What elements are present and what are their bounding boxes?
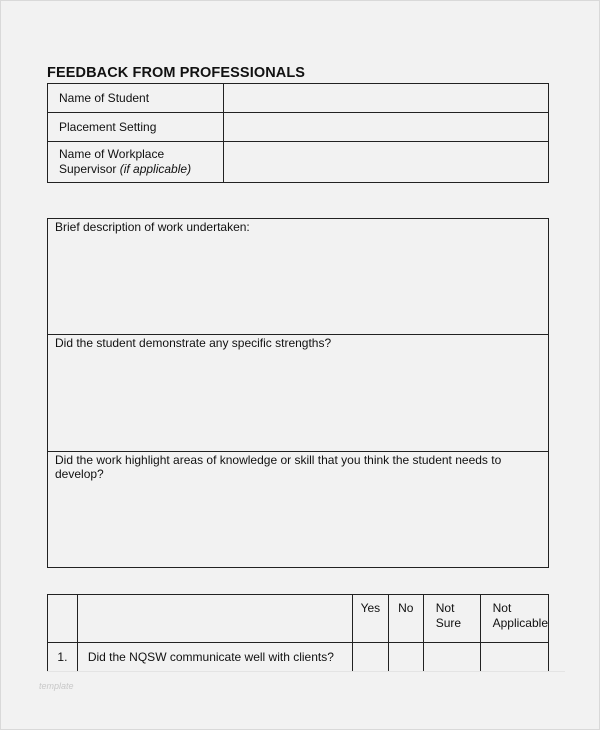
work-description-prompt: Brief description of work undertaken:	[55, 220, 250, 234]
header-not-sure	[423, 595, 480, 643]
rating-table	[47, 594, 549, 672]
answer-not-sure-cell[interactable]	[423, 643, 480, 672]
header-not-applicable	[480, 595, 548, 643]
header-not-applicable-line1: Not	[492, 601, 512, 615]
placement-setting-label: Placement Setting	[48, 113, 224, 142]
header-no: No	[388, 595, 423, 643]
header-not-applicable-line2: Applicable	[492, 616, 548, 630]
table-row	[48, 142, 549, 183]
table-row	[48, 113, 549, 142]
answer-no-cell[interactable]	[388, 643, 423, 672]
header-yes: Yes	[352, 595, 388, 643]
question-text: Did the NQSW communicate well with clients?	[77, 643, 352, 672]
supervisor-label-note: (if applicable)	[119, 162, 192, 176]
table-row	[48, 643, 549, 672]
watermark: template	[39, 681, 74, 691]
question-number: 1.	[48, 643, 78, 672]
answer-yes-cell[interactable]	[352, 643, 388, 672]
supervisor-label-line2: Supervisor	[59, 162, 120, 176]
table-row	[48, 84, 549, 113]
header-number-cell	[48, 595, 78, 643]
strengths-section[interactable]	[48, 334, 548, 451]
questions-box	[47, 218, 549, 568]
student-info-table	[47, 83, 549, 183]
development-areas-section[interactable]	[48, 451, 548, 568]
development-areas-prompt: Did the work highlight areas of knowledge or skill that you think the student needs to develop?	[55, 453, 502, 481]
form-title: FEEDBACK FROM PROFESSIONALS	[47, 65, 306, 81]
header-not-sure-line1: Not	[435, 601, 455, 615]
header-question-cell	[77, 595, 352, 643]
supervisor-field[interactable]	[224, 142, 549, 183]
answer-not-applicable-cell[interactable]	[480, 643, 548, 672]
rating-header-row	[48, 595, 549, 643]
work-description-section[interactable]	[48, 219, 548, 335]
strengths-prompt: Did the student demonstrate any specific strengths?	[55, 336, 332, 350]
supervisor-label	[48, 142, 224, 183]
supervisor-label-line1: Name of Workplace	[59, 147, 165, 161]
student-name-label: Name of Student	[48, 84, 224, 113]
placement-setting-field[interactable]	[224, 113, 549, 142]
header-not-sure-line2: Sure	[435, 616, 462, 630]
footer-divider	[47, 671, 565, 672]
student-name-field[interactable]	[224, 84, 549, 113]
